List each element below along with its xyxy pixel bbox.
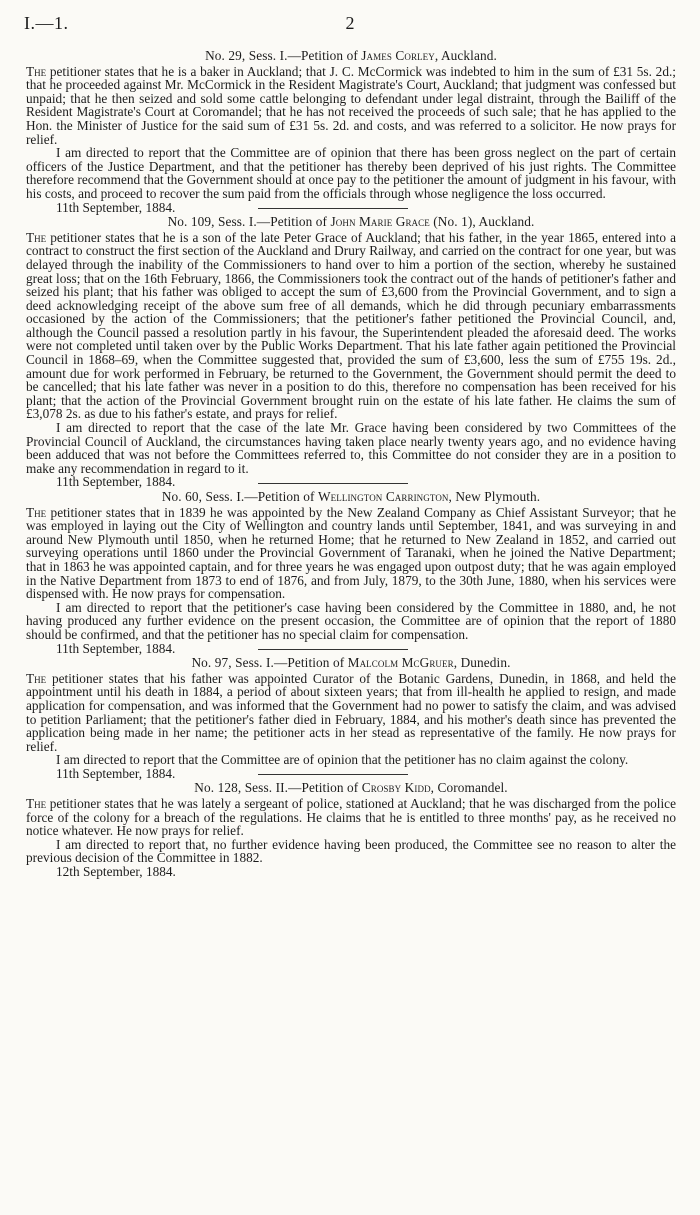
committee-report: I am directed to report that the Committee are of opinion that there has been gross neglect on the part of certain officers of the Justice Department, and that the petitioner has thereby been deprived of his just rights. The Committee therefore recommend that the Government should at once pay to the petitioner the amount of judgment in his favour, with his costs, and proceed to recover the sum paid from the officials through whose negligence the loss occurred.: [26, 145, 676, 201]
section-divider: [258, 483, 408, 484]
petitioner-name: Wellington Carrington: [318, 489, 449, 504]
report-date: 11th September, 1884.: [56, 765, 176, 781]
petition-entry: [26, 49, 676, 215]
committee-report: I am directed to report that, no further evidence having been produced, the Committee see no reason to alter the previous decision of the Committee in 1882.: [26, 836, 676, 866]
petition-entry: [26, 490, 676, 656]
section-divider: [258, 774, 408, 775]
document-body: [26, 49, 676, 879]
committee-report: I am directed to report that the petitioner's case having been considered by the Committee in 1880, and, he not having produced any further evidence on the present occasion, the Committee are of opinion that the report of 1880 should be confirmed, and that the petitioner has no special claim for compensation.: [26, 599, 676, 642]
petition-title: No. 60, Sess. I.—Petition of Wellington Carrington, New Plymouth.: [161, 489, 541, 504]
petition-entry: [26, 781, 676, 878]
petition-title: No. 128, Sess. II.—Petition of Crosby Kidd, Coromandel.: [194, 780, 508, 796]
petition-entry: [26, 215, 676, 490]
section-divider: [258, 649, 408, 650]
paper-reference: I.—1.: [24, 13, 69, 33]
petitioner-name: Malcolm McGruer: [347, 655, 454, 671]
petition-title: No. 109, Sess. I.—Petition of John Marie Grace (No. 1), Auckland.: [167, 214, 535, 230]
petitioner-name: John Marie Grace: [330, 214, 430, 230]
page-number: 2: [345, 13, 355, 33]
petition-entry: [26, 656, 676, 781]
petition-statement: The petitioner states that in 1839 he was appointed by the New Zealand Company as Chief Assistant Surveyor; that he was employed in laying out the City of Wellington and country lands until September, 1841, and was surveying in and around New Plymouth until 1850, when he returned Home; that he returned to New Zealand in 1852, and carried out surveying operations until 1860 under the Provincial Government of Taranaki, when he joined the Native Department; that in 1863 he was appointed captain, and for three years he was engaged upon outpost duty; that he was again employed in the Native Department from 1873 to end of 1876, and from July, 1879, to the 30th June, 1880, when his services were dispensed with. He now prays for compensation.: [26, 504, 676, 602]
petitioner-name: Crosby Kidd: [361, 780, 431, 796]
petitioner-name: James Corley: [361, 48, 435, 63]
section-divider: [258, 208, 408, 209]
report-date: 12th September, 1884.: [56, 864, 176, 880]
committee-report: I am directed to report that the case of the late Mr. Grace having been considered by two Committees of the Provincial Council of Auckland, the circumstances having taken place nearly twenty years ago, and no evidence having been adduced that was not before the Committees referred to, this Committee do not consider they are in a position to make any recommendation in regard to it.: [26, 420, 676, 476]
page-header: [0, 13, 700, 39]
petition-statement: The petitioner states that he is a son of the late Peter Grace of Auckland; that his father, in the year 1865, entered into a contract to construct the first section of the Auckland and Drury Railway, and carried on the contract for one year, but was delayed through the inability of the Commissioners to hand over to him a portion of the section, whereby he sustained great loss; that on the 16th February, 1866, the Commissioners took the contract out of the hands of petitioner's father and seized his plant; that his father was obliged to accept the sum of £3,600 from the Provincial Government, and to sign a deed acknowledging receipt of the above sum free of all demands, which he did through pecuniary embarrassments occasioned by the action of the Commissioners; that the petitioner's father petitioned the Provincial Council, and, although the Council passed a resolution partly in his favour, the Superintendent pleaded the aforesaid deed. The works were not completed until taken over by the Public Works Department. That his late father again petitioned the Provincial Council in 1868–69, when the Committee suggested that, provided the sum of £3,600, less the sum of £755 19s. 2d., amount due for work performed in February, be returned to the Government, the Government should permit the deed to be cancelled; that his late father was never in a position to do this, therefore no compensation has been received for his plant; that the action of the Provincial Government brought ruin on the estate of his late father. He claims the sum of £3,078 2s. as due to his father's estate, and prays for relief.: [26, 229, 676, 422]
petition-statement: The petitioner states that he was lately a sergeant of police, stationed at Auckland; that he was discharged from the police force of the colony for a breach of the regulations. He claims that he is entitled to three months' pay, as he received no notice whatever. He now prays for relief.: [26, 796, 676, 839]
petition-statement: The petitioner states that his father was appointed Curator of the Botanic Gardens, Dunedin, in 1868, and held the appointment until his death in 1884, a period of about sixteen years; that from ill-health he applied to resign, and made application for compensation, and was informed that the Government had no power to satisfy the claim, and was advised to petition Parliament; that the petitioner's father died in February, 1884, and his mother's death since has prevented the application being made in her name; the petitioner acts in her stead as representative of the family. He now prays for relief.: [26, 670, 676, 754]
report-date: 11th September, 1884.: [56, 199, 176, 215]
petition-statement: The petitioner states that he is a baker in Auckland; that J. C. McCormick was indebted to him in the sum of £31 5s. 2d.; that he proceeded against Mr. McCormick in the Resident Magistrate's Court, Auckland; that judgment was confessed but unpaid; that he then seized and sold some cattle belonging to defendant under legal distraint, through the Bailiff of the Resident Magistrate's Court at Coromandel; that he has not received the proceeds of such sale; that he has applied to the Hon. the Minister of Justice for the said sum of £31 5s. 2d. and costs, and was referred to a solicitor. He now prays for relief.: [26, 63, 676, 147]
petition-title: No. 29, Sess. I.—Petition of James Corley, Auckland.: [205, 48, 497, 63]
report-date: 11th September, 1884.: [56, 640, 176, 656]
petition-title: No. 97, Sess. I.—Petition of Malcolm McGruer, Dunedin.: [191, 655, 511, 671]
report-date: 11th September, 1884.: [56, 474, 176, 490]
committee-report: I am directed to report that the Committee are of opinion that the petitioner has no claim against the colony.: [56, 752, 629, 768]
